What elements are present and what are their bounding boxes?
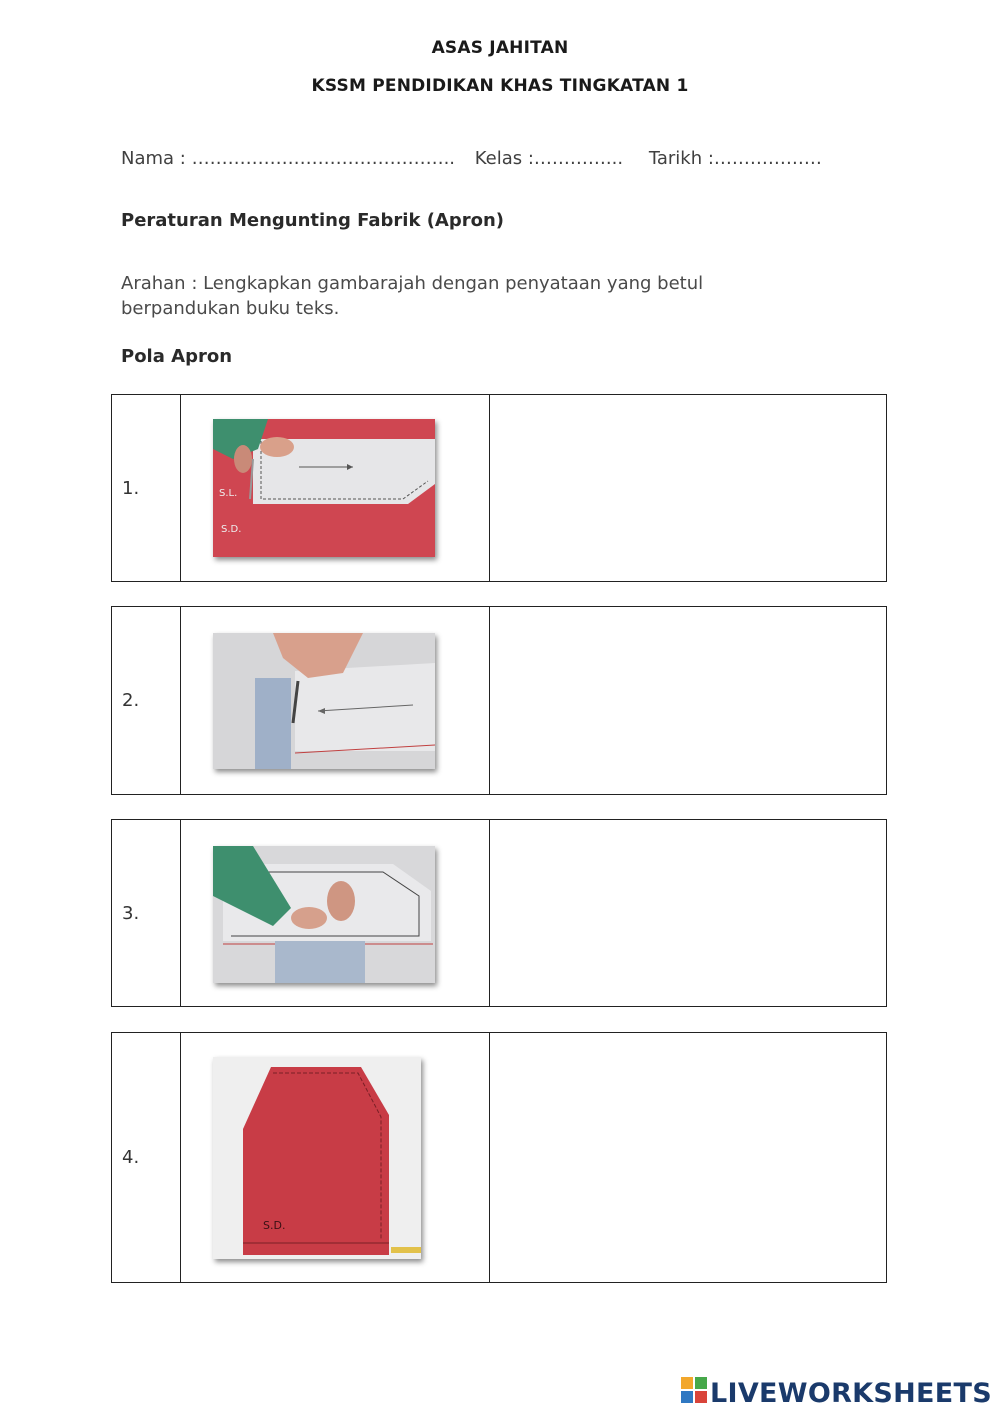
student-info-row (121, 148, 832, 169)
worksheet-subtitle: KSSM PENDIDIKAN KHAS TINGKATAN 1 (311, 76, 689, 96)
photo-label-sd: S.D. (263, 1219, 286, 1232)
step-number: 3. (112, 820, 181, 1006)
answer-box[interactable] (490, 1033, 886, 1282)
liveworksheets-icon (681, 1377, 707, 1410)
photo-label-sd: S.D. (221, 524, 242, 535)
answer-box[interactable] (490, 820, 886, 1006)
step-row-4 (111, 1032, 887, 1283)
step-row-1 (111, 394, 887, 582)
step-number: 2. (112, 607, 181, 794)
worksheet-title: ASAS JAHITAN (431, 38, 569, 58)
step-photo-cell (181, 607, 490, 794)
step-photo-cell (181, 820, 490, 1006)
photo-label-sl: S.L. (219, 488, 238, 499)
step-number: 4. (112, 1033, 181, 1282)
step-number: 1. (112, 395, 181, 581)
date-field[interactable]: Tarikh :……………… (648, 148, 822, 169)
answer-box[interactable] (490, 395, 886, 581)
pattern-title: Pola Apron (121, 346, 233, 367)
pattern-pinning-photo (213, 419, 435, 557)
brand-name: LIVEWORKSHEETS (709, 1378, 992, 1409)
liveworksheets-logo (681, 1377, 992, 1410)
class-field[interactable]: Kelas :…………... (474, 148, 624, 169)
name-field[interactable]: Nama : …………………………………….. (121, 148, 456, 169)
pattern-cutting-photo (213, 633, 435, 769)
step-photo-cell (181, 1033, 490, 1282)
fabric-trimming-photo (213, 846, 435, 983)
apron-fabric-photo (213, 1057, 421, 1259)
answer-box[interactable] (490, 607, 886, 794)
step-row-3 (111, 819, 887, 1007)
instruction-text: Arahan : Lengkapkan gambarajah dengan penyataan yang betul berpandukan buku teks. (121, 273, 704, 319)
step-photo-cell (181, 395, 490, 581)
step-row-2 (111, 606, 887, 795)
section-title: Peraturan Mengunting Fabrik (Apron) (121, 210, 505, 231)
